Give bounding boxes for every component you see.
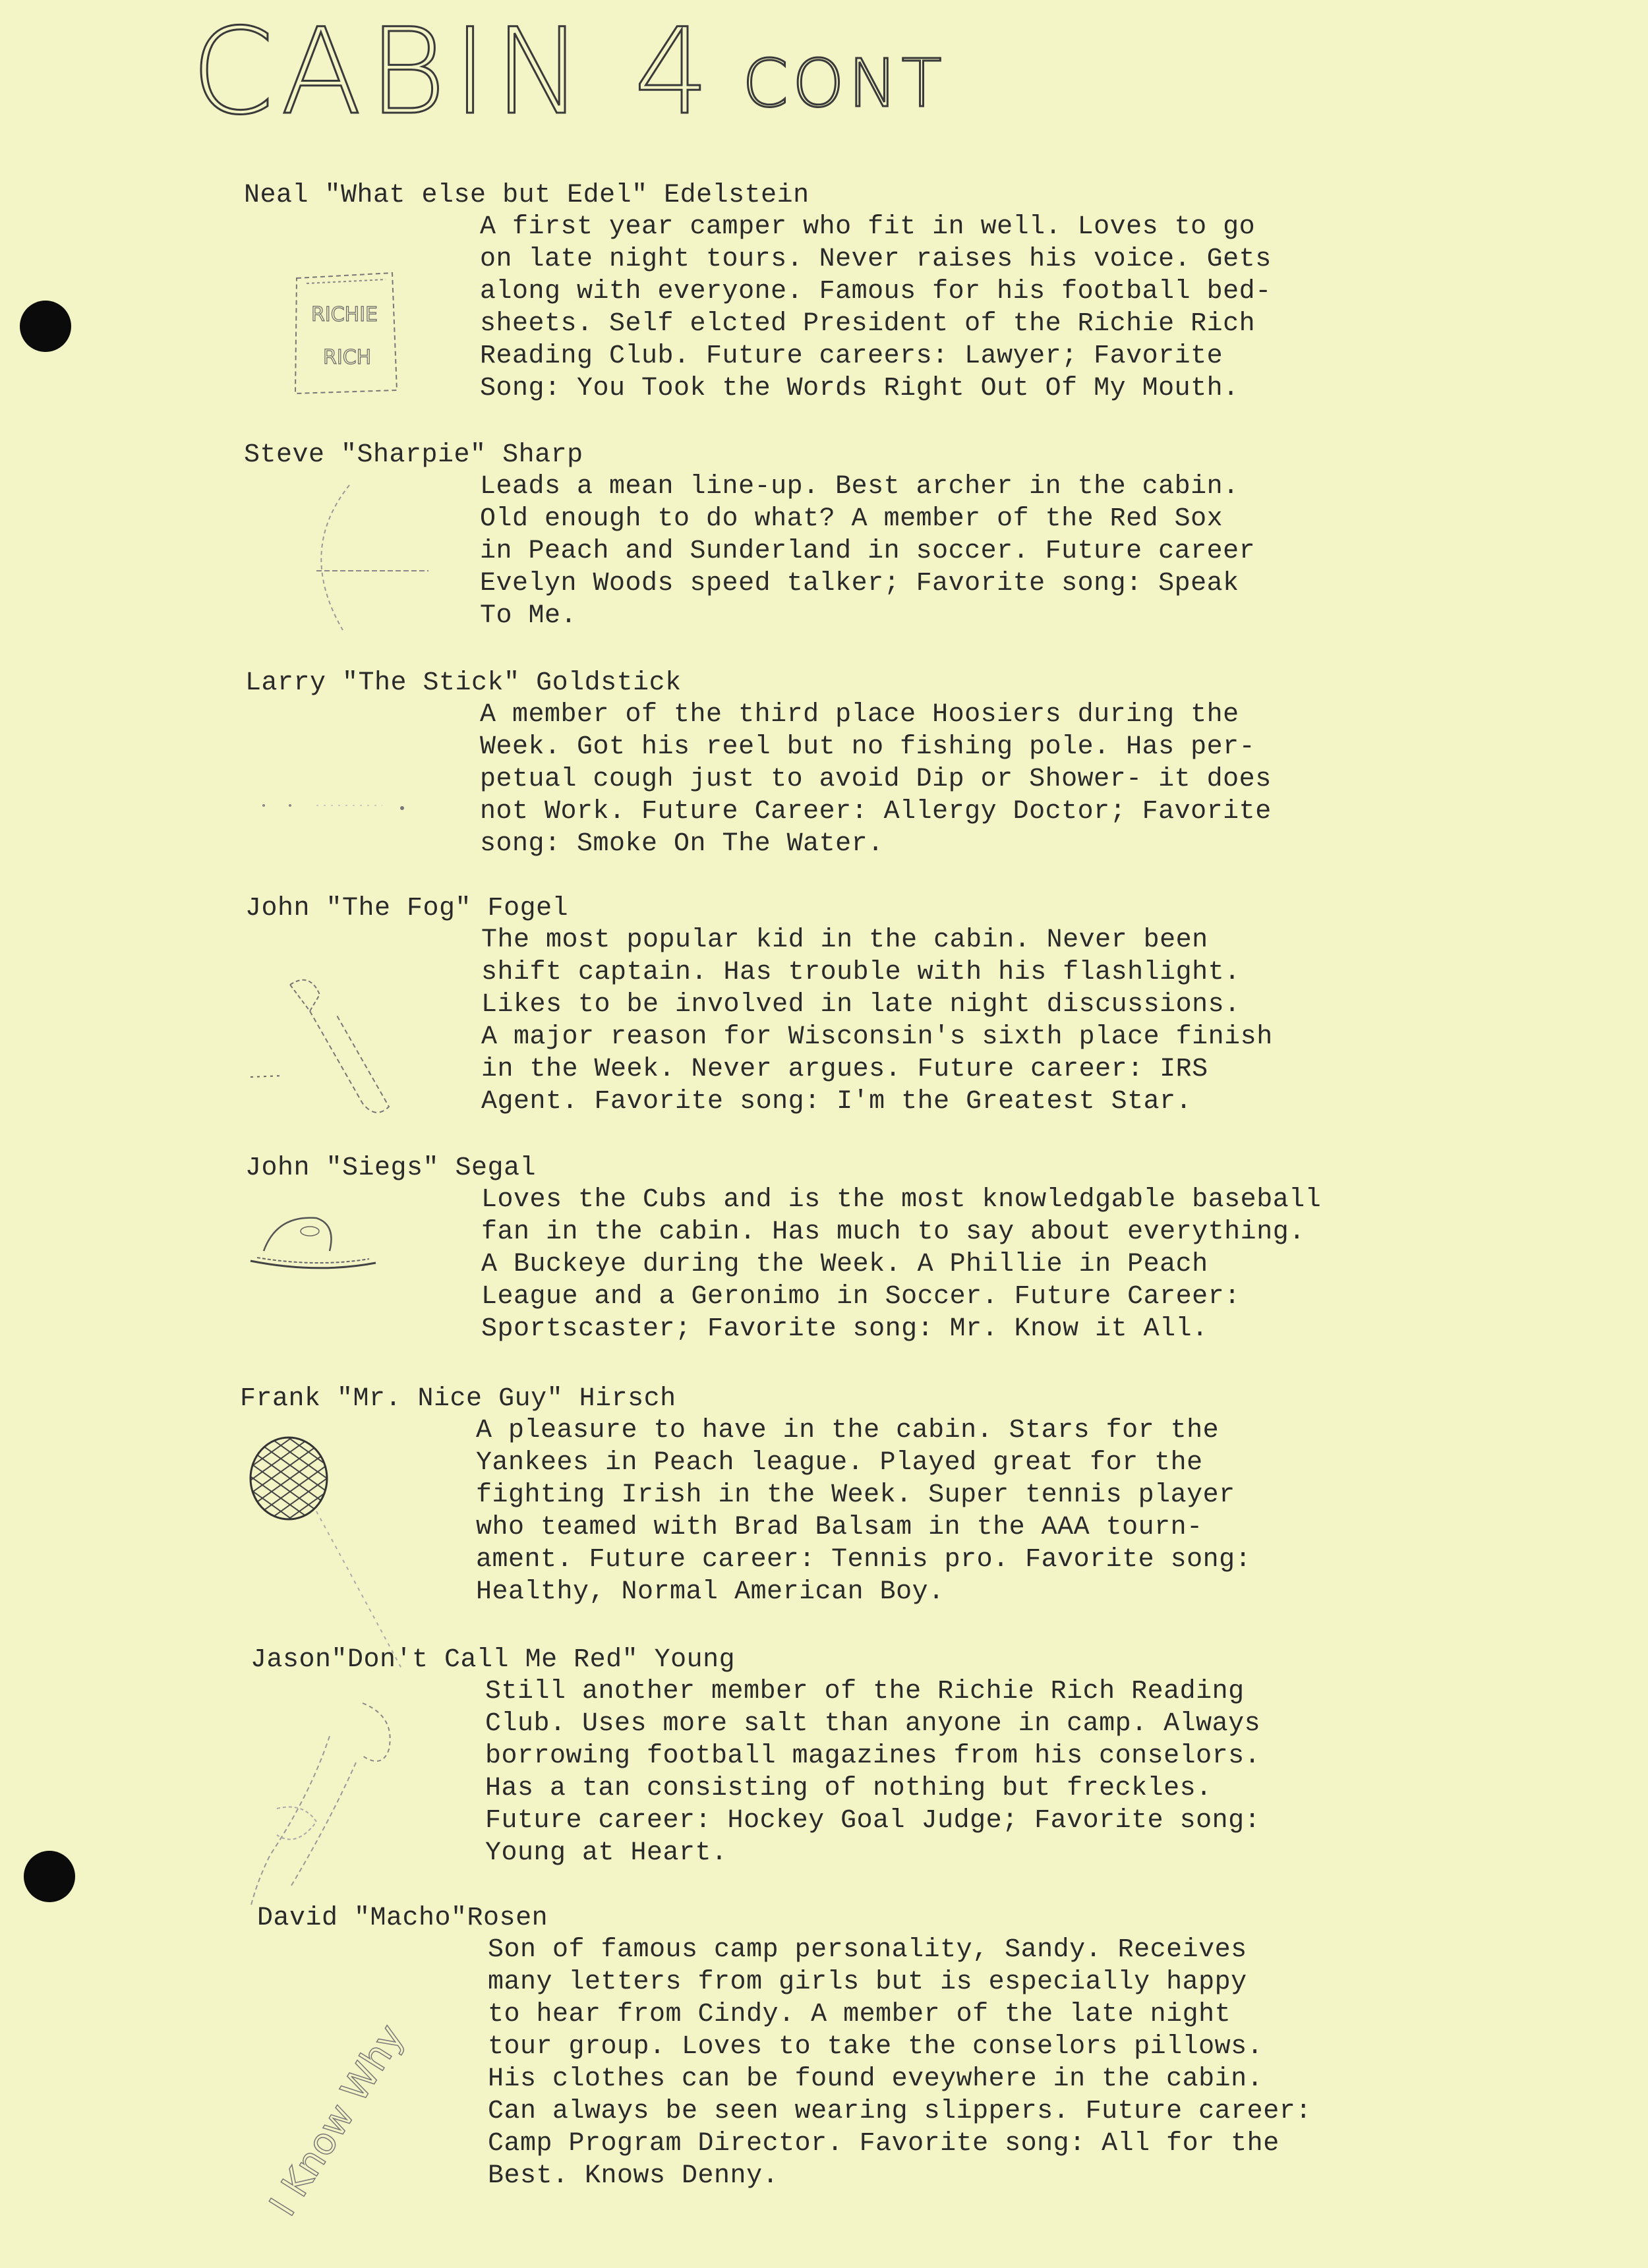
description-line: Reading Club. Future careers: Lawyer; Favorite <box>480 341 1223 371</box>
camper-name: John "Siegs" Segal <box>245 1153 537 1183</box>
camper-description <box>480 699 1508 860</box>
camper-name: John "The Fog" Fogel <box>245 894 569 923</box>
camper-name: Jason"Don't Call Me Red" Young <box>250 1645 736 1675</box>
description-line: A major reason for Wisconsin's sixth place finish <box>481 1022 1273 1052</box>
description-line: fan in the cabin. Has much to say about everything. <box>481 1217 1305 1247</box>
handwritten-note: I Know Why <box>261 2017 413 2224</box>
handwritten-note-sketch <box>250 1929 488 2258</box>
description-line: Can always be seen wearing slippers. Future career: <box>488 2097 1312 2126</box>
baseball-cap-sketch <box>244 1205 396 1284</box>
description-line: many letters from girls but is especially happy <box>488 1967 1247 1997</box>
page-title-main: CABIN 4 <box>191 3 717 141</box>
description-line: The most popular kid in the cabin. Never been <box>481 925 1208 955</box>
binder-hole-bottom <box>24 1851 75 1902</box>
description-line: in Peach and Sunderland in soccer. Future career <box>480 537 1256 566</box>
camper-name: David "Macho"Rosen <box>257 1904 548 1933</box>
description-line: Club. Uses more salt than anyone in camp. Always <box>485 1709 1261 1739</box>
description-line: Leads a mean line-up. Best archer in the cabin. <box>480 472 1239 502</box>
page-title-suffix: CONT <box>742 45 946 122</box>
camper-description <box>476 1414 1504 1608</box>
description-line: A pleasure to have in the cabin. Stars for the <box>476 1416 1220 1445</box>
description-line: who teamed with Brad Balsam in the AAA tourn- <box>476 1513 1203 1542</box>
camper-name: Larry "The Stick" Goldstick <box>245 668 682 698</box>
description-line: petual cough just to avoid Dip or Shower- it does <box>480 765 1272 794</box>
description-line: Future career: Hockey Goal Judge; Favorite song: <box>485 1806 1261 1836</box>
description-line: Has a tan consisting of nothing but freckles. <box>485 1774 1212 1803</box>
description-line: Song: You Took the Words Right Out Of My Mouth. <box>480 374 1239 403</box>
description-line: Week. Got his reel but no fishing pole. Has per- <box>480 732 1256 762</box>
description-line: Still another member of the Richie Rich Reading <box>485 1677 1245 1706</box>
camper-description <box>488 1934 1516 2192</box>
description-line: Camp Program Director. Favorite song: All for the <box>488 2129 1280 2159</box>
camper-description <box>480 471 1508 632</box>
description-line: Son of famous camp personality, Sandy. Receives <box>488 1935 1247 1965</box>
description-line: Old enough to do what? A member of the Red Sox <box>480 504 1223 534</box>
description-line: Sportscaster; Favorite song: Mr. Know it All. <box>481 1314 1208 1344</box>
description-line: Healthy, Normal American Boy. <box>476 1577 945 1607</box>
description-line: on late night tours. Never raises his voice. Gets <box>480 245 1272 274</box>
description-line: to hear from Cindy. A member of the late night <box>488 2000 1231 2029</box>
description-line: fighting Irish in the Week. Super tennis player <box>476 1480 1235 1510</box>
fishing-reel-sketch <box>250 786 435 825</box>
description-line: Agent. Favorite song: I'm the Greatest Star. <box>481 1087 1192 1117</box>
camper-description <box>485 1675 1514 1869</box>
salt-shaker-sketch <box>231 1690 415 1914</box>
description-line: His clothes can be found eveywhere in the cabin. <box>488 2064 1264 2094</box>
camper-name: Steve "Sharpie" Sharp <box>244 440 583 470</box>
description-line: song: Smoke On The Water. <box>480 829 884 859</box>
camper-description <box>481 924 1510 1118</box>
description-line: Best. Knows Denny. <box>488 2161 779 2191</box>
description-line: Yankees in Peach league. Played great for the <box>476 1448 1203 1478</box>
description-line: ament. Future career: Tennis pro. Favorite song: <box>476 1545 1252 1575</box>
description-line: Evelyn Woods speed talker; Favorite song: Speak <box>480 569 1239 598</box>
description-line: not Work. Future Career: Allergy Doctor; Favorite <box>480 797 1272 827</box>
description-line: along with everyone. Famous for his football bed- <box>480 277 1272 306</box>
camper-description <box>481 1184 1510 1345</box>
flashlight-sketch <box>244 965 428 1123</box>
description-line: Young at Heart. <box>485 1838 728 1868</box>
description-line: tour group. Loves to take the conselors pillows. <box>488 2032 1264 2062</box>
camper-name: Frank "Mr. Nice Guy" Hirsch <box>240 1384 676 1414</box>
binder-hole-top <box>20 301 71 352</box>
description-line: To Me. <box>480 601 577 631</box>
camper-name: Neal "What else but Edel" Edelstein <box>244 181 809 210</box>
description-line: borrowing football magazines from his conselors. <box>485 1741 1261 1771</box>
sketch-label: RICH <box>323 346 372 369</box>
description-line: A Buckeye during the Week. A Phillie in Peach <box>481 1250 1208 1279</box>
sketch-label: RICHIE <box>311 303 378 326</box>
description-line: A first year camper who fit in well. Loves to go <box>480 212 1256 242</box>
description-line: Loves the Cubs and is the most knowledgable baseball <box>481 1185 1322 1215</box>
page-title <box>191 3 946 141</box>
description-line: shift captain. Has trouble with his flashlight. <box>481 958 1241 987</box>
bow-and-arrow-sketch <box>290 479 435 637</box>
description-line: League and a Geronimo in Soccer. Future Career: <box>481 1282 1241 1312</box>
description-line: A member of the third place Hoosiers during the <box>480 700 1239 730</box>
description-line: sheets. Self elcted President of the Richie Rich <box>480 309 1256 339</box>
camper-description <box>480 211 1508 405</box>
description-line: in the Week. Never argues. Future career: IRS <box>481 1055 1208 1084</box>
description-line: Likes to be involved in late night discussions. <box>481 990 1241 1020</box>
richie-rich-book-sketch <box>277 265 409 397</box>
